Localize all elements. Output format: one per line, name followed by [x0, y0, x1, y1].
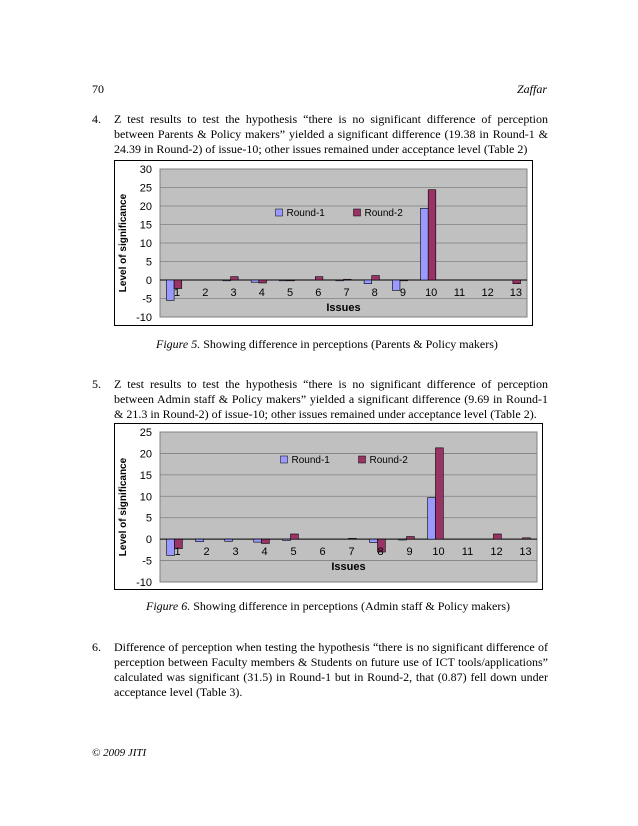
bar-round-1-issue-7: [336, 280, 344, 281]
legend-label: Round-1: [291, 455, 330, 466]
caption-text: Showing difference in perceptions (Parents & Policy makers): [200, 337, 498, 351]
y-tick-label: -5: [142, 293, 152, 306]
bar-round-1-issue-9: [392, 280, 400, 290]
bar-round-1-issue-10: [428, 498, 436, 540]
bar-round-1-issue-4: [254, 539, 262, 542]
legend-swatch-round-2: [359, 456, 366, 463]
y-tick-label: 15: [139, 469, 152, 482]
x-tick-label: 7: [348, 546, 355, 559]
bar-round-2-issue-13: [513, 280, 521, 284]
bar-round-2-issue-13: [523, 538, 531, 539]
y-tick-label: -5: [142, 555, 152, 568]
x-tick-label: 7: [343, 287, 350, 299]
x-tick-label: 10: [425, 287, 438, 299]
caption-text: Showing difference in perceptions (Admin staff & Policy makers): [190, 599, 511, 613]
x-tick-label: 9: [406, 546, 413, 559]
x-tick-label: 5: [290, 546, 297, 559]
bar-round-2-issue-9: [400, 280, 408, 281]
x-tick-label: 11: [453, 287, 466, 299]
bar-round-2-issue-7: [344, 279, 352, 280]
list-item-5: [92, 377, 548, 422]
y-tick-label: 25: [139, 182, 152, 195]
x-tick-label: 1: [174, 287, 181, 299]
x-tick-label: 11: [461, 546, 474, 559]
x-tick-label: 6: [319, 546, 326, 559]
x-tick-label: 3: [232, 546, 239, 559]
y-tick-label: 5: [145, 256, 152, 269]
bar-round-1-issue-3: [223, 280, 231, 281]
y-axis-title: Level of significance: [118, 193, 129, 293]
x-tick-label: 13: [519, 546, 532, 559]
x-tick-label: 3: [230, 287, 237, 299]
y-tick-label: 15: [139, 219, 152, 232]
x-tick-label: 12: [481, 287, 494, 299]
x-tick-label: 13: [509, 287, 523, 299]
bar-round-1-issue-5: [279, 280, 287, 281]
y-tick-label: 0: [145, 275, 152, 287]
y-tick-label: 10: [139, 238, 152, 250]
y-axis-title: Level of significance: [118, 457, 129, 557]
item-number: 6.: [92, 640, 101, 654]
list-item-6: [92, 640, 548, 700]
bar-round-2-issue-8: [372, 276, 380, 280]
x-tick-label: 6: [315, 287, 322, 299]
bar-round-1-issue-10: [421, 208, 429, 280]
x-tick-label: 2: [203, 546, 210, 559]
figure-6-chart: [114, 423, 543, 590]
legend-swatch-round-1: [281, 456, 288, 463]
bar-round-2-issue-6: [315, 277, 323, 280]
y-tick-label: -10: [136, 312, 152, 324]
bar-round-2-issue-3: [231, 277, 239, 280]
footer-copyright: © 2009 JITI: [92, 747, 147, 759]
figure-5-chart: [114, 160, 533, 326]
item-text: Difference of perception when testing the hypothesis “there is no significant difference of perception between Faculty members & Students on future use of ICT tools/applications” calculated was significant (31.5) in Round-1 but in Round-2, that (0.87) fell down under acceptance level (Table 3).: [114, 640, 548, 699]
y-tick-label: 5: [145, 512, 152, 525]
y-tick-label: 20: [139, 448, 152, 461]
bar-round-2-issue-10: [428, 190, 436, 280]
figure-5-caption: [156, 337, 498, 352]
item-text: Z test results to test the hypothesis “there is no significant difference of perception between Parents & Policy makers” yielded a significant difference (19.38 in Round-1 & 24.39 in Round-2) of issue-10; other issues remained under acceptance level (Table 2): [114, 112, 548, 156]
x-axis-title: Issues: [331, 561, 366, 574]
page-number: 70: [92, 82, 104, 96]
legend-swatch-round-1: [276, 209, 283, 216]
x-tick-label: 8: [377, 546, 384, 559]
x-tick-label: 5: [286, 287, 294, 299]
x-tick-label: 9: [399, 287, 407, 299]
bar-round-1-issue-5: [283, 539, 291, 540]
x-tick-label: 12: [490, 546, 503, 559]
bar-round-1-issue-8: [364, 280, 372, 284]
x-tick-label: 2: [202, 287, 209, 299]
bar-round-1-issue-9: [399, 539, 407, 540]
y-tick-label: 0: [145, 534, 152, 547]
list-item-4: [92, 112, 548, 157]
bar-round-2-issue-5: [287, 280, 295, 281]
bar-round-2-issue-4: [262, 539, 270, 543]
caption-label: Figure 6.: [146, 599, 191, 613]
item-number: 5.: [92, 377, 101, 391]
caption-label: Figure 5.: [156, 337, 201, 351]
plot-area: [160, 432, 537, 582]
x-tick-label: 1: [174, 546, 181, 559]
bar-round-1-issue-4: [251, 280, 259, 282]
x-axis-title: Issues: [326, 302, 361, 314]
y-tick-label: 10: [139, 491, 152, 504]
y-tick-label: -10: [136, 577, 152, 589]
legend-swatch-round-2: [354, 209, 361, 216]
y-tick-label: 20: [139, 201, 152, 213]
bar-round-1-issue-1: [166, 280, 174, 300]
x-tick-label: 10: [432, 546, 445, 559]
y-tick-label: 25: [139, 427, 152, 439]
legend-label: Round-1: [286, 208, 325, 219]
bar-round-2-issue-7: [349, 538, 357, 539]
bar-round-1-issue-2: [196, 539, 204, 542]
item-text: Z test results to test the hypothesis “there is no significant difference of perception between Admin staff & Policy makers” yielded a significant difference (9.69 in Round-1 & 21.3 in Round-2) of issue-10; other issues remained under acceptance level (Table 2).: [114, 377, 548, 421]
running-head: Zaffar: [516, 82, 547, 96]
bar-round-2-issue-10: [436, 448, 444, 539]
legend-label: Round-2: [364, 208, 403, 219]
bar-round-2-issue-4: [259, 280, 267, 283]
bar-round-2-issue-9: [407, 537, 415, 540]
legend-label: Round-2: [369, 455, 408, 466]
bar-round-2-issue-12: [494, 534, 502, 539]
bar-round-2-issue-5: [291, 534, 299, 539]
x-tick-label: 4: [261, 546, 268, 559]
bar-round-1-issue-3: [225, 539, 233, 541]
bar-round-1-issue-1: [167, 539, 175, 555]
x-tick-label: 8: [371, 287, 378, 299]
bar-round-1-issue-8: [370, 539, 378, 542]
x-tick-label: 4: [258, 287, 265, 299]
figure-6-caption: [146, 599, 510, 614]
y-tick-label: 30: [139, 164, 152, 176]
item-number: 4.: [92, 112, 101, 126]
